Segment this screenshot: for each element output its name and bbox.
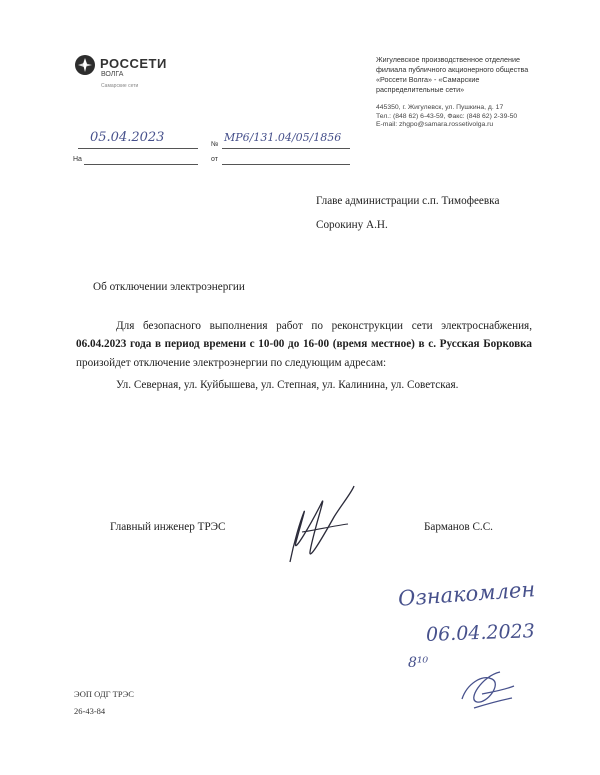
org-phone-fax: Тел.: (848 62) 6-43-59, Факс: (848 62) 2-39-50 [376, 112, 518, 120]
body-outage-text: произойдет отключение электроэнергии по следующим адресам: [76, 356, 387, 369]
organization-contacts [376, 104, 576, 130]
ot-underline [222, 164, 350, 165]
footer-department: ЭОП ОДГ ТРЭС [74, 689, 134, 699]
org-name-line: филиала публичного акционерного общества [376, 65, 529, 74]
acknowledgement-time: 8¹⁰ [408, 655, 429, 671]
acknowledgement-word: Ознакомлен [397, 577, 536, 611]
na-label: На [73, 156, 82, 163]
outgoing-number: МР6/131.04/05/1856 [224, 131, 342, 144]
body-intro: Для безопасного выполнения работ по реконструкции сети электроснабжения, [116, 320, 532, 332]
org-address: 445350, г. Жигулевск, ул. Пушкина, д. 17 [376, 104, 504, 111]
addressee-line-1: Главе администрации с.п. Тимофеевка [316, 195, 500, 207]
acknowledgement-signature-icon [452, 664, 522, 714]
signatory-name: Барманов С.С. [424, 521, 493, 533]
org-name-line: распределительные сети» [376, 85, 465, 94]
letter-body [76, 317, 532, 372]
number-label: № [211, 141, 219, 148]
company-logo [74, 50, 194, 100]
logo-region: ВОЛГА [101, 71, 124, 78]
ot-label: от [211, 156, 218, 163]
footer [74, 686, 134, 720]
organization-name [376, 55, 566, 95]
number-underline [222, 148, 350, 149]
org-name-line: «Россети Волга» - «Самарские [376, 75, 480, 84]
org-email: E-mail: zhgpo@samara.rossetivolga.ru [376, 121, 494, 129]
acknowledgement-date: 06.04.2023 [425, 620, 536, 646]
letter-subject: Об отключении электроэнергии [93, 281, 245, 293]
body-date-time-location: 06.04.2023 года в период времени с 10-00 до 16-00 (время местное) в с. Русская Борковка [76, 338, 532, 351]
rosseti-logo-icon [74, 54, 96, 76]
addressee-line-2: Сорокину А.Н. [316, 219, 388, 232]
na-underline [84, 164, 198, 165]
logo-tagline: Самарские сети [101, 83, 139, 89]
org-name-line: Жигулевское производственное отделение [376, 55, 520, 64]
logo-name: РОССЕТИ [100, 56, 167, 71]
signature-icon [282, 482, 362, 572]
outgoing-date: 05.04.2023 [90, 130, 165, 145]
street-list: Ул. Северная, ул. Куйбышева, ул. Степная, ул. Калинина, ул. Советская. [116, 379, 459, 391]
addressee [316, 192, 576, 235]
date-underline [78, 148, 198, 149]
footer-phone: 26-43-84 [74, 706, 106, 716]
signatory-position: Главный инженер ТРЭС [110, 521, 226, 533]
